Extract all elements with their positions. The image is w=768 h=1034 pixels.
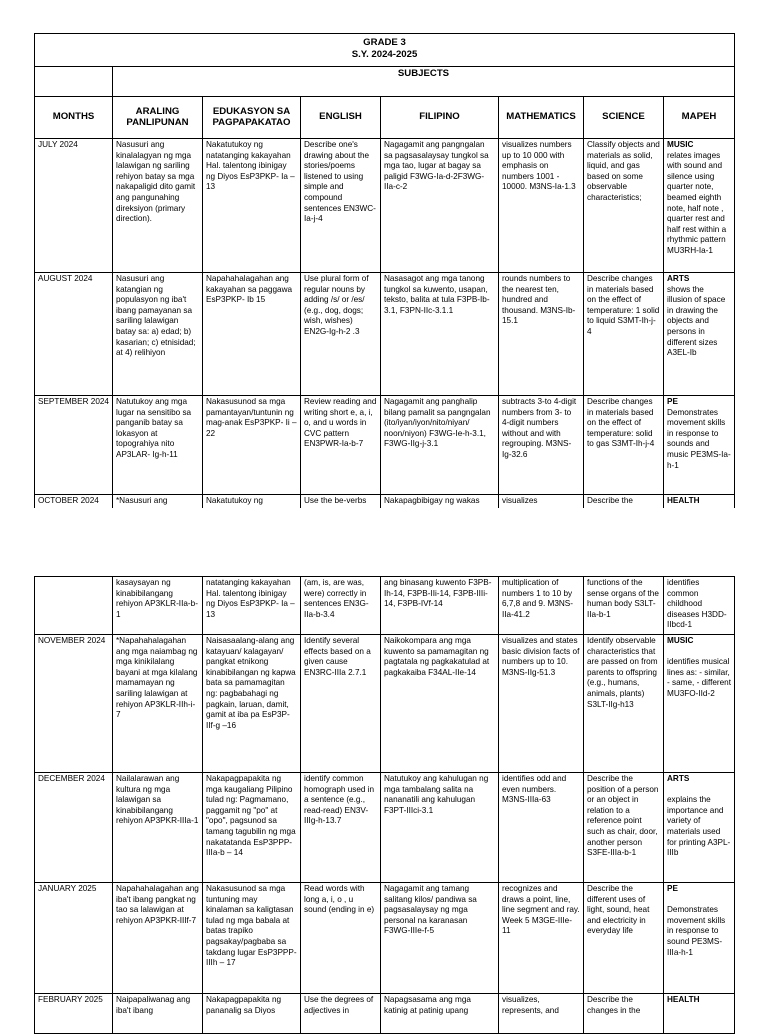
english-cell: Review reading and writing short e, a, i, o, and u words in CVC pattern EN3PWR-Ia-b-7 [301,396,381,495]
science-cell: Describe the [584,495,664,510]
curriculum-table-page-1 [34,33,735,510]
english-cell: Read words with long a, i, o , u sound (ending in e) [301,883,381,994]
table-title [35,34,735,67]
math-cell: recognizes and draws a point, line, line segment and ray. Week 5 M3GE-IIIe-11 [499,883,584,994]
mapeh-area-label: PE [667,884,678,893]
esp-cell: Napahahalagahan ang kakayahan sa paggawa EsP3PKP- Ib 15 [203,273,301,396]
month-cell [35,577,113,635]
mapeh-area-label: PE [667,397,678,406]
month-cell: JANUARY 2025 [35,883,113,994]
filipino-cell: ang binasang kuwento F3PB-Ih-14, F3PB-IIi-14, F3PB-IIIi-14, F3PB-IVf-14 [381,577,499,635]
ap-cell: Nasusuri ang kinalalagyan ng mga lalawigan ng sariling rehiyon batay sa mga nakapaligid dito gamit ang pangunahing direksiyon (primary direction). [113,139,203,273]
mapeh-area-label: MUSIC [667,140,694,149]
curriculum-table-page-2 [34,576,735,1034]
filipino-cell: Nagagamit ang tamang salitang kilos/ pandiwa sa pagsasalaysay ng mga personal na karanasan F3WG-IIIe-f-5 [381,883,499,994]
math-cell: subtracts 3-to 4-digit numbers from 3- to 4-digit numbers without and with regrouping. M3NS-Ig-32.6 [499,396,584,495]
esp-cell: Nakatutukoy ng natatanging kakayahan Hal. talentong ibinigay ng Diyos EsP3PKP- Ia – 13 [203,139,301,273]
filipino-cell: Nakapagbibigay ng wakas [381,495,499,510]
math-cell: visualizes numbers up to 10 000 with emphasis on numbers 1001 - 10000. M3NS-Ia-1.3 [499,139,584,273]
table-row [35,883,735,994]
science-cell: Describe changes in materials based on the effect of temperature: solid to gas S3MT-Ih-j-4 [584,396,664,495]
month-cell: AUGUST 2024 [35,273,113,396]
filipino-cell: Napagsasama ang mga katinig at patinig upang [381,994,499,1034]
mapeh-area-label: HEALTH [667,995,700,1004]
school-year: S.Y. 2024-2025 [351,48,418,60]
english-cell: Use the be-verbs [301,495,381,510]
mapeh-cell [664,994,735,1034]
esp-cell: Naisasaalang-alang ang katayuan/ kalagayan/ pangkat etnikong kinabibilangan ng kapwa bata sa pamamagitan ng: pagbabahagi ng pagkain, laruan, damit, gamit at iba pa EsP3P- IIf-g –16 [203,635,301,773]
ap-cell: *Napahahalagahan ang mga naiambag ng mga kinikilalang bayani at mga kilalang mamamayan ng sariling lalawigan at rehiyon AP3KLR-IIh-i-7 [113,635,203,773]
esp-cell: Nakapagpapakita ng pananalig sa Diyos [203,994,301,1034]
english-cell: identify common homograph used in a sentence (e.g., read-read) EN3V-IIIg-h-13.7 [301,773,381,883]
col-header-mathematics: MATHEMATICS [499,97,584,139]
science-cell: Describe the different uses of light, sound, heat and electricity in everyday life [584,883,664,994]
esp-cell: natatanging kakayahan Hal. talentong ibinigay ng Diyos EsP3PKP- Ia – 13 [203,577,301,635]
month-cell: DECEMBER 2024 [35,773,113,883]
table-row [35,139,735,273]
page-break [0,508,768,576]
mapeh-cell [664,883,735,994]
filipino-cell: Natutukoy ang kahulugan ng mga tambalang salita na nananatili ang kahulugan F3PT-IIIci-3.1 [381,773,499,883]
science-cell: Classify objects and materials as solid, liquid, and gas based on some observable characteristics; [584,139,664,273]
col-header-araling-panlipunan: ARALING PANLIPUNAN [113,97,203,139]
col-header-filipino: FILIPINO [381,97,499,139]
mapeh-text: Demonstrates movement skills in response to sound PE3MS-IIIa-h-1 [667,905,726,957]
mapeh-cell: identifies common childhood diseases H3DD-IIbcd-1 [664,577,735,635]
math-cell: multiplication of numbers 1 to 10 by 6,7,8 and 9. M3NS-IIa-41.2 [499,577,584,635]
ap-cell: Natutukoy ang mga lugar na sensitibo sa panganib batay sa lokasyon at topograhiya nito AP3LAR- Ig-h-11 [113,396,203,495]
months-spacer-cell [35,67,113,97]
mapeh-text: relates images with sound and silence using quarter note, beamed eighth note, half note , quarter rest and half rest within a rhythmic pattern MU3RH-Ia-1 [667,150,727,255]
mapeh-cell [664,396,735,495]
col-header-science: SCIENCE [584,97,664,139]
mapeh-cell [664,139,735,273]
mapeh-area-label: ARTS [667,774,690,783]
mapeh-area-label: ARTS [667,274,690,283]
ap-cell: kasaysayan ng kinabibilangang rehiyon AP3KLR-IIa-b-1 [113,577,203,635]
science-cell: Identify observable characteristics that are passed on from parents to offspring (e.g., humans, animals, plants) S3LT-IIg-h13 [584,635,664,773]
filipino-cell: Nagagamit ang panghalip bilang pamalit sa pangngalan (ito/iyan/iyon/nito/niyan/ noon/niyon) F3WG-Ie-h-3.1, F3WG-IIg-j-3.1 [381,396,499,495]
english-cell: (am, is, are was, were) correctly in sentences EN3G-IIa-b-3.4 [301,577,381,635]
mapeh-area-label: MUSIC [667,636,694,645]
english-cell: Describe one's drawing about the stories/poems listened to using simple and compound sentences EN3WC-Ia-j-4 [301,139,381,273]
mapeh-cell [664,773,735,883]
mapeh-text: Demonstrates movement skills in response to sounds and music PE3MS-Ia-h-1 [667,407,731,470]
english-cell: Use the degrees of adjectives in [301,994,381,1034]
column-header-row [35,97,735,139]
esp-cell: Nakatutukoy ng [203,495,301,510]
math-cell: visualizes and states basic division facts of numbers up to 10. M3NS-IIg-51.3 [499,635,584,773]
science-cell: Describe the changes in the [584,994,664,1034]
math-cell: visualizes [499,495,584,510]
mapeh-text: explains the importance and variety of materials used for printing A3PL-IIIb [667,795,731,858]
filipino-cell: Nasasagot ang mga tanong tungkol sa kuwento, usapan, teksto, balita at tula F3PB-Ib-3.1, F3PN-IIc-3.1.1 [381,273,499,396]
subjects-header: SUBJECTS [113,67,735,97]
ap-cell: Naipapaliwanag ang iba't ibang [113,994,203,1034]
table-row [35,635,735,773]
filipino-cell: Naikokompara ang mga kuwento sa pamamagitan ng pagtatala ng pagkakatulad at pagkakaiba F34AL-IIe-14 [381,635,499,773]
esp-cell: Nakasusunod sa mga pamantayan/tuntunin ng mag-anak EsP3PKP- Ii – 22 [203,396,301,495]
math-cell: identifies odd and even numbers. M3NS-IIIa-63 [499,773,584,883]
month-cell: FEBRUARY 2025 [35,994,113,1034]
table-row [35,773,735,883]
filipino-cell: Nagagamit ang pangngalan sa pagsasalaysay tungkol sa mga tao, lugar at bagay sa paligid F3WG-Ia-d-2F3WG-IIa-c-2 [381,139,499,273]
ap-cell: *Nasusuri ang [113,495,203,510]
table-row [35,994,735,1034]
mapeh-cell [664,273,735,396]
esp-cell: Nakasusunod sa mga tuntuning may kinalaman sa kaligtasan tulad ng mga babala at batas trapiko pagsakay/pagbaba sa takdang lugar EsP3PPP- IIIh – 17 [203,883,301,994]
ap-cell: Nailalarawan ang kultura ng mga lalawigan sa kinabibilangang rehiyon AP3PKR-IIIa-1 [113,773,203,883]
ap-cell: Nasusuri ang katangian ng populasyon ng iba't ibang pamayanan sa sariling lalawigan batay sa: a) edad; b) kasarian; c) etnisidad; at 4) relihiyon [113,273,203,396]
english-cell: Use plural form of regular nouns by adding /s/ or /es/ (e.g., dog, dogs; wish, wishes) EN2G-Ig-h-2 .3 [301,273,381,396]
ap-cell: Napahahalagahan ang iba't ibang pangkat ng tao sa lalawigan at rehiyon AP3PKR-IIIf-7 [113,883,203,994]
mapeh-area-label: HEALTH [667,496,700,505]
english-cell: Identify several effects based on a given cause EN3RC-IIIa 2.7.1 [301,635,381,773]
grade-title: GRADE 3 [363,37,406,48]
table-row [35,577,735,635]
math-cell: rounds numbers to the nearest ten, hundred and thousand. M3NS-Ib-15.1 [499,273,584,396]
esp-cell: Nakapagpapakita ng mga kaugaliang Pilipino tulad ng: Pagmamano, paggamit ng "po" at "opo", pagsunod sa tamang tagubilin ng mga nakatatanda EsP3PPP- IIIa-b – 14 [203,773,301,883]
mapeh-cell [664,635,735,773]
month-cell: JULY 2024 [35,139,113,273]
table-row [35,396,735,495]
table-row [35,273,735,396]
month-cell: NOVEMBER 2024 [35,635,113,773]
science-cell: Describe changes in materials based on the effect of temperature: 1 solid to liquid S3MT-Ih-j-4 [584,273,664,396]
col-header-mapeh: MAPEH [664,97,735,139]
science-cell: functions of the sense organs of the human body S3LT-IIa-b-1 [584,577,664,635]
math-cell: visualizes, represents, and [499,994,584,1034]
col-header-english: ENGLISH [301,97,381,139]
month-cell: OCTOBER 2024 [35,495,113,510]
month-cell: SEPTEMBER 2024 [35,396,113,495]
col-header-months: MONTHS [35,97,113,139]
col-header-esp: EDUKASYON SA PAGPAPAKATAO [203,97,301,139]
mapeh-text: shows the illusion of space in drawing the objects and persons in different sizes A3EL-Ib [667,284,726,358]
mapeh-text: identifies musical lines as: - similar, - same, - different MU3FO-IId-2 [667,657,732,698]
science-cell: Describe the position of a person or an object in relation to a reference point such as chair, door, another person S3FE-IIIa-b-1 [584,773,664,883]
